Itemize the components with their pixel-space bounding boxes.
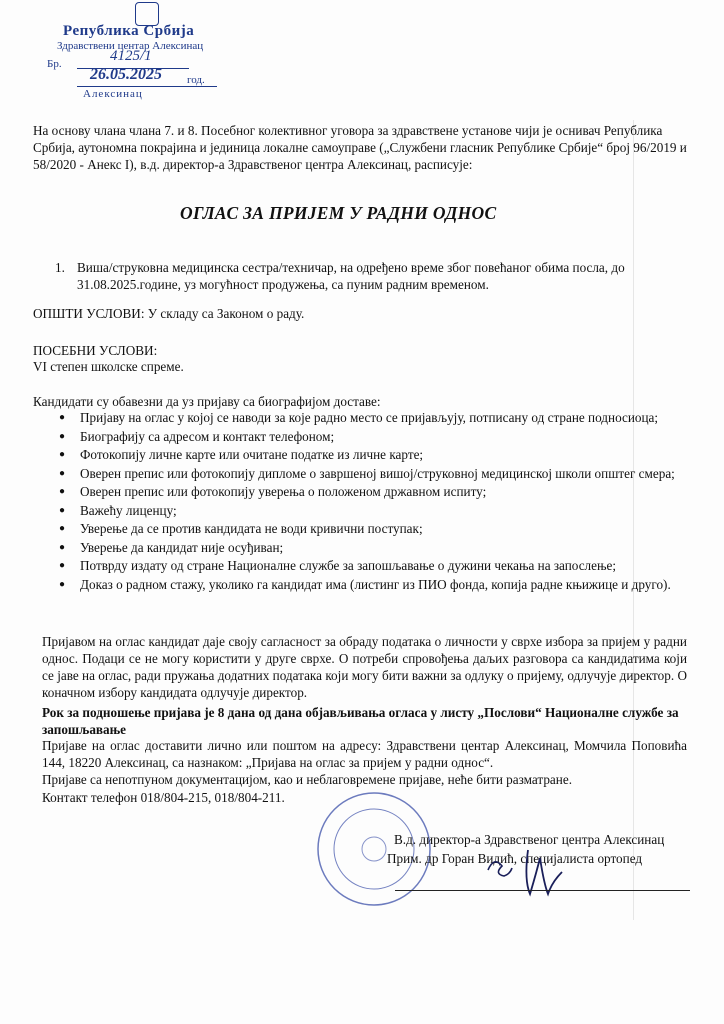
contact-phones: Контакт телефон 018/804-215, 018/804-211. [42, 790, 285, 805]
stamp-country: Република Србија [63, 23, 195, 39]
list-item: ● Потврду издату од стране Националне службе за запошљавање о дужини чекања на запослење; [59, 558, 617, 573]
application-address: Пријаве на оглас доставити лично или поштом на адресу: Здравствени центар Алексинац, Момчила Поповића 144, 18220 Алексинац, са назнаком: „Пријава на оглас за пријем у радни однос“. [42, 738, 687, 770]
stamp-year-label: год. [187, 74, 205, 86]
document-title: ОГЛАС ЗА ПРИЈЕМ У РАДНИ ОДНОС [180, 203, 497, 223]
position-text: Виша/струковна медицинска сестра/техничар, на одређено време због повећаног обима посла, до 31.08.2025.године, уз могућност продужења, са пуним радним временом. [77, 260, 625, 292]
position-number: 1. [55, 260, 65, 275]
bullet-icon: ● [59, 467, 66, 479]
bullet-icon: ● [59, 449, 66, 460]
general-conditions: ОПШТИ УСЛОВИ: У складу са Законом о раду. [33, 306, 305, 321]
special-conditions-text: VI степен школске спреме. [33, 359, 184, 374]
signatory-title: В.д. директор-а Здравственог центра Алексинац [394, 832, 665, 847]
intro-paragraph: На основу члана члана 7. и 8. Посебног колективног уговора за здравствене установе чији је оснивач Република Србија, аутономна покрајина и јединица локалне самоуправе („Службени гласник Републике Србије“ број 96/2019 и 58/2020 - Анекс I), в.д. директор-а Здравственог центра Алексинац, расписује: [33, 123, 687, 172]
list-item: ● Уверење да се против кандидата не води кривични поступак; [59, 521, 423, 536]
required-documents-list [55, 410, 685, 595]
stamp-institution: Здравствени центар Алексинац [57, 40, 204, 52]
list-item: ● Фотокопију личне карте или очитане податке из личне карте; [59, 447, 424, 462]
consent-paragraph: Пријавом на оглас кандидат даје своју сагласност за обраду података о личности у сврхе избора за пријем у радни однос. Подаци се не могу користити у друге сврхе. О потреби спровођења даљих разговора са кандидатима који се јаве на оглас, ради пружања додатних података који могу бити важни за одлуку о пријему, одлучује директор. О коначном избору кандидата одлучује директор. [42, 634, 687, 700]
deadline-notice: Рок за подношење пријава је 8 дана од дана објављивања огласа у листу „Послови“ Националне службе за запошљавање [42, 705, 679, 737]
bullet-icon: ● [59, 504, 66, 516]
special-conditions-label: ПОСЕБНИ УСЛОВИ: [33, 343, 158, 358]
stamp-city: Алексинац [83, 88, 143, 100]
list-item: ● Биографију са адресом и контакт телефоном; [59, 428, 335, 444]
bullet-icon: ● [59, 523, 66, 534]
list-item: ● Оверен препис или фотокопију дипломе о завршеној вишој/струковној медицинској школи општег смера; [59, 465, 675, 481]
list-item: ● Уверење да кандидат није осуђиван; [59, 539, 284, 555]
bullet-icon: ● [59, 486, 66, 497]
stamp-number: 4125/1 [110, 48, 152, 64]
registry-stamp [47, 2, 245, 102]
signature-line [395, 890, 690, 891]
list-item: ● Оверен препис или фотокопију уверења о положеном државном испиту; [59, 484, 487, 499]
stamp-date: 26.05.2025 [90, 66, 162, 83]
handwritten-signature [480, 840, 570, 900]
position-item [55, 259, 685, 293]
bullet-icon: ● [59, 430, 66, 442]
bullet-icon: ● [59, 541, 66, 553]
bullet-icon: ● [59, 560, 66, 571]
bullet-icon: ● [59, 412, 66, 423]
required-documents-intro: Кандидати су обавезни да уз пријаву са биографијом доставе: [33, 394, 381, 409]
list-item: ● Пријаву на оглас у којој се наводи за које радно место се пријављују, потписану од стране подносиоца; [59, 410, 659, 425]
signatory-name: Прим. др Горан Видић, специјалиста ортопед [387, 851, 643, 866]
stamp-date-line [77, 86, 217, 87]
list-item: ● Доказ о радном стажу, уколико га кандидат има (листинг из ПИО фонда, копија радне књижице и друго). [59, 576, 671, 592]
list-item: ● Важећу лиценцу; [59, 502, 177, 518]
bullet-icon: ● [59, 578, 66, 590]
application-instructions [42, 737, 687, 788]
stamp-br-label: Бр. [47, 58, 62, 70]
incomplete-applications-note: Пријаве са непотпуном документацијом, као и неблаговремене пријаве, неће бити разматране. [42, 772, 572, 787]
